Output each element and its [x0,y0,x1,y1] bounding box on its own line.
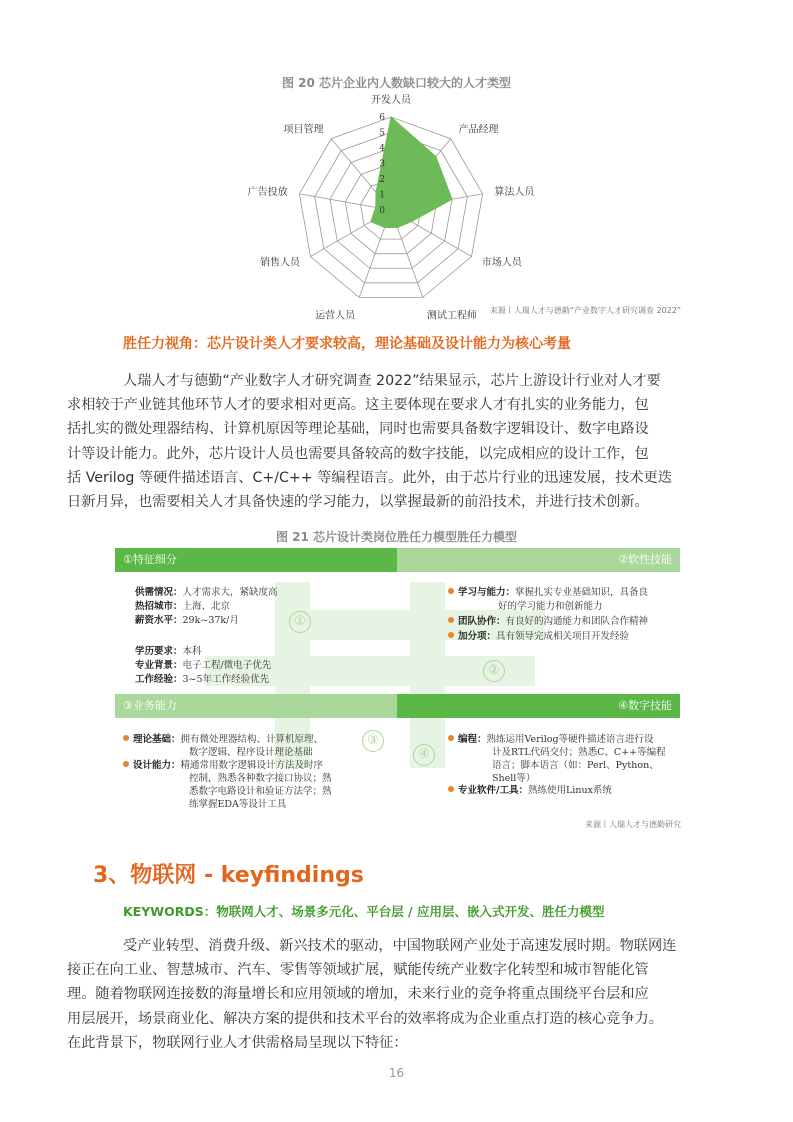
radar-tick-label: 5 [379,128,385,139]
keywords-line: KEYWORDS：物联网人才、场景多元化、平台层 / 应用层、嵌入式开发、胜任力模型 [123,904,605,919]
radar-category-label: 销售人员 [260,257,301,269]
figure-21-source: 来源丨人瑞人才与德勤研究 [585,820,681,829]
radar-category-label: 产品经理 [458,124,499,136]
paragraph-line: 用层展开，场景商业化、解决方案的提供和技术平台的效率将成为企业重点打造的核心竞争力。 [67,1010,663,1027]
figure-20-source: 来源丨人瑞人才与德勤“产业数字人才研究调查 2022” [489,306,681,315]
q3-row-cont: 数字逻辑、程序设计理论基础 [189,747,313,758]
radar-tick-label: 0 [379,206,385,216]
q1-row: 专业背景：电子工程/微电子优先 [135,660,272,671]
q4-row-cont: 计及RTL代码交付；熟悉C、C++等编程 [492,747,666,758]
paragraph-line: 括扎实的微处理器结构、计算机原因等理论基础，同时也需要具备数字逻辑设计、数字电路设 [67,421,649,438]
quadrant-2-bar: ②软性技能 [397,548,680,572]
paragraph-line: 在此背景下，物联网行业人才供需格局呈现以下特征： [67,1034,408,1051]
q4-row-cont: Shell等） [492,773,536,784]
figure-21-title: 图 21 芯片设计类岗位胜任力模型胜任力模型 [275,530,518,544]
q2-row-cont: 好的学习能力和创新能力 [498,601,603,612]
radar-tick-label: 4 [379,144,385,154]
radar-category-label: 运营人员 [315,310,356,322]
radar-category-label: 广告投放 [247,186,288,198]
q3-row-cont: 控制，熟悉各种数字接口协议；熟 [189,773,332,784]
hash-number-1: ① [289,611,311,633]
radar-category-label: 项目管理 [283,124,324,136]
paragraph-line: 理。随着物联网连接数的海量增长和应用领域的增加，未来行业的竞争将重点围绕平台层和应 [67,986,649,1003]
radar-tick-label: 6 [379,113,385,123]
quadrant-1-bar: ①特征细分 [115,548,397,572]
q1-row: 热招城市：上海、北京 [135,601,231,612]
radar-category-label: 市场人员 [481,257,522,269]
hash-number-2: ② [483,660,505,682]
bullet-dot-icon [448,588,454,594]
paragraph-line: 计等设计能力。此外，芯片设计人员也需要具备较高的数字技能，以完成相应的设计工作，包 [67,445,649,462]
radar-category-label: 算法人员 [494,186,535,198]
q1-row: 学历要求：本科 [135,646,202,657]
radar-tick-label: 3 [379,159,385,170]
bullet-dot-icon [448,735,454,741]
paragraph-line: 人瑞人才与德勤“产业数字人才研究调查 2022”结果显示，芯片上游设计行业对人才要 [123,373,661,389]
paragraph-line: 受产业转型、消费升级、新兴技术的驱动，中国物联网产业处于高速发展时期。物联网连 [123,938,677,954]
q2-row: 加分项：具有领导完成相关项目开发经验 [448,630,629,643]
page-number: 16 [388,1066,405,1080]
radar-tick-label: 2 [379,175,385,185]
q4-row-cont: 语言；脚本语言（如：Perl、Python、 [492,760,659,771]
paragraph-line: 日新月异，也需要相关人才具备快速的学习能力，以掌握最新的前沿技术，并进行技术创新。 [67,494,649,511]
hash-number-4: ④ [413,744,435,766]
radar-tick-label: 1 [379,190,385,201]
figure-20-title: 图 20 芯片企业内人数缺口较大的人才类型 [281,76,512,90]
section-heading: 胜任力视角：芯片设计类人才要求较高，理论基础及设计能力为核心考量 [123,336,571,352]
radar-category-label: 测试工程师 [426,310,477,322]
q1-row: 薪资水平：29k~37k/月 [135,615,239,626]
bullet-dot-icon [448,632,454,638]
bullet-dot-icon [123,761,129,767]
q2-row: 学习与能力：掌握扎实专业基础知识，具备良 [448,586,648,599]
q4-row: 编程：熟练运用Verilog等硬件描述语言进行设 [448,733,654,746]
q3-row-cont: 练掌握EDA等设计工具 [189,799,287,810]
bullet-dot-icon [123,735,129,741]
section-3-title: 3、物联网 - keyfindings [93,863,364,888]
q1-row: 工作经验：3~5年工作经验优先 [135,674,270,685]
q3-row: 设计能力：精通常用数字逻辑设计方法及时序 [123,759,323,772]
q3-row-cont: 悉数字电路设计和验证方法学；熟 [189,786,332,797]
radar-category-label: 开发人员 [371,95,411,106]
radar-chart [247,92,550,322]
paragraph-1 [67,369,700,514]
competency-model-diagram [115,548,680,832]
hash-number-3: ③ [362,730,384,752]
paragraph-2 [67,934,700,1055]
q2-row: 团队协作：有良好的沟通能力和团队合作精神 [448,615,648,628]
q4-row: 专业软件/工具：熟练使用Linux系统 [448,784,612,797]
bullet-dot-icon [448,786,454,792]
quadrant-4-bar: ④数字技能 [397,694,680,718]
q1-row: 供需情况：人才需求大，紧缺度高 [135,587,278,598]
paragraph-line: 求相较于产业链其他环节人才的要求相对更高。这主要体现在要求人才有扎实的业务能力，包 [67,397,649,414]
paragraph-line: 接正在向工业、智慧城市、汽车、零售等领域扩展，赋能传统产业数字化转型和城市智能化管 [67,962,649,979]
q3-row: 理论基础：拥有微处理器结构、计算机原理、 [123,733,323,746]
paragraph-line: 括 Verilog 等硬件描述语言、C+/C++ 等编程语言。此外，由于芯片行业的迅速发展，技术更迭 [67,469,672,486]
bullet-dot-icon [448,617,454,623]
quadrant-3-bar: ③业务能力 [115,694,397,718]
